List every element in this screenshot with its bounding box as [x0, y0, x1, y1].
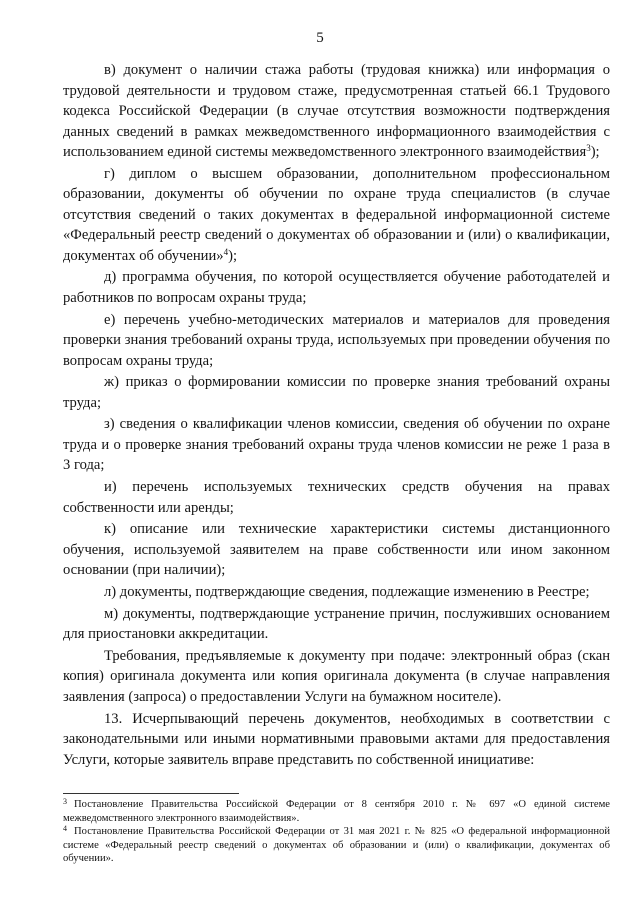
footnote-separator [63, 793, 239, 794]
paragraph-item-e: е) перечень учебно-методических материалов и материалов для проведения проверки знания требований охраны труда, используемых при проведении обучения по вопросам охраны труда; [63, 311, 610, 369]
paragraph-item-g: г) диплом о высшем образовании, дополнительном профессиональном образовании, документы об обучении по охране труда специалистов (в случае отсутствия сведений о таких документах в федеральной информационной системе «Федеральный реестр сведений о документах об образовании и (или) о квалификации, документах об обучении»$^4$); [63, 165, 610, 264]
paragraph-item-z: з) сведения о квалификации членов комиссии, сведения об обучении по охране труда и о проверке знания требований охраны труда членов комиссии не реже 1 раза в 3 года; [63, 416, 610, 474]
footnote-ref-3[interactable]: 3 [586, 143, 591, 153]
paragraph-item-zh: ж) приказ о формировании комиссии по проверке знания требований охраны труда; [63, 374, 610, 411]
footnote-text: Постановление Правительства Российской Федерации от 31 мая 2021 г. № 825 «О федеральной информационной системе «Федеральный реестр сведений о документах об образовании и (или) о квалификации, документах об обучении». [63, 826, 610, 865]
paragraph-requirements: Требования, предъявляемые к документу при подаче: электронный образ (скан копия) оригинала документа или копия оригинала документа (в случае направления заявления (запроса) о предоставлении Услуги на бумажном носителе). [63, 647, 610, 705]
footnote-number: 3 [63, 797, 67, 806]
paragraph-item-m: м) документы, подтверждающие устранение причин, послуживших основанием для приостановки аккредитации. [63, 605, 610, 643]
footnote-4 [63, 825, 610, 866]
body-text [63, 60, 610, 770]
paragraph-item-i: и) перечень используемых технических средств обучения на правах собственности или аренды; [63, 479, 610, 516]
footnote-ref-4[interactable]: 4 [223, 246, 229, 257]
footnote-text: Постановление Правительства Российской Федерации от 8 сентября 2010 г. № 697 «О единой системе межведомственного электронного взаимодействия». [63, 799, 610, 824]
page-number: 5 [316, 30, 324, 46]
paragraph-13: 13. Исчерпывающий перечень документов, необходимых в соответствии с законодательными или иными нормативными правовыми актами для предоставления Услуги, которые заявитель вправе представить по собственной инициативе: [63, 710, 610, 768]
footnote-3 [63, 798, 610, 825]
paragraph-item-v: в) документ о наличии стажа работы (трудовая книжка) или информация о трудовой деятельности и трудовом стаже, предусмотренная статьей 66.1 Трудового кодекса Российской Федерации (в случае отсутствия возможности подтверждения данных сведений в рамках межведомственного информационного взаимодействия с использованием единой системы межведомственного электронного взаимодействия$^3$); [63, 62, 610, 160]
paragraph-item-l: л) документы, подтверждающие сведения, подлежащие изменению в Реестре; [104, 584, 590, 600]
paragraph-item-d: д) программа обучения, по которой осуществляется обучение работодателей и работников по вопросам охраны труда; [63, 269, 610, 306]
footnote-number: 4 [63, 824, 67, 834]
paragraph-item-k: к) описание или технические характеристики системы дистанционного обучения, используемой заявителем на праве собственности или ином законном основании (при наличии); [63, 521, 610, 579]
footnotes [63, 798, 610, 866]
